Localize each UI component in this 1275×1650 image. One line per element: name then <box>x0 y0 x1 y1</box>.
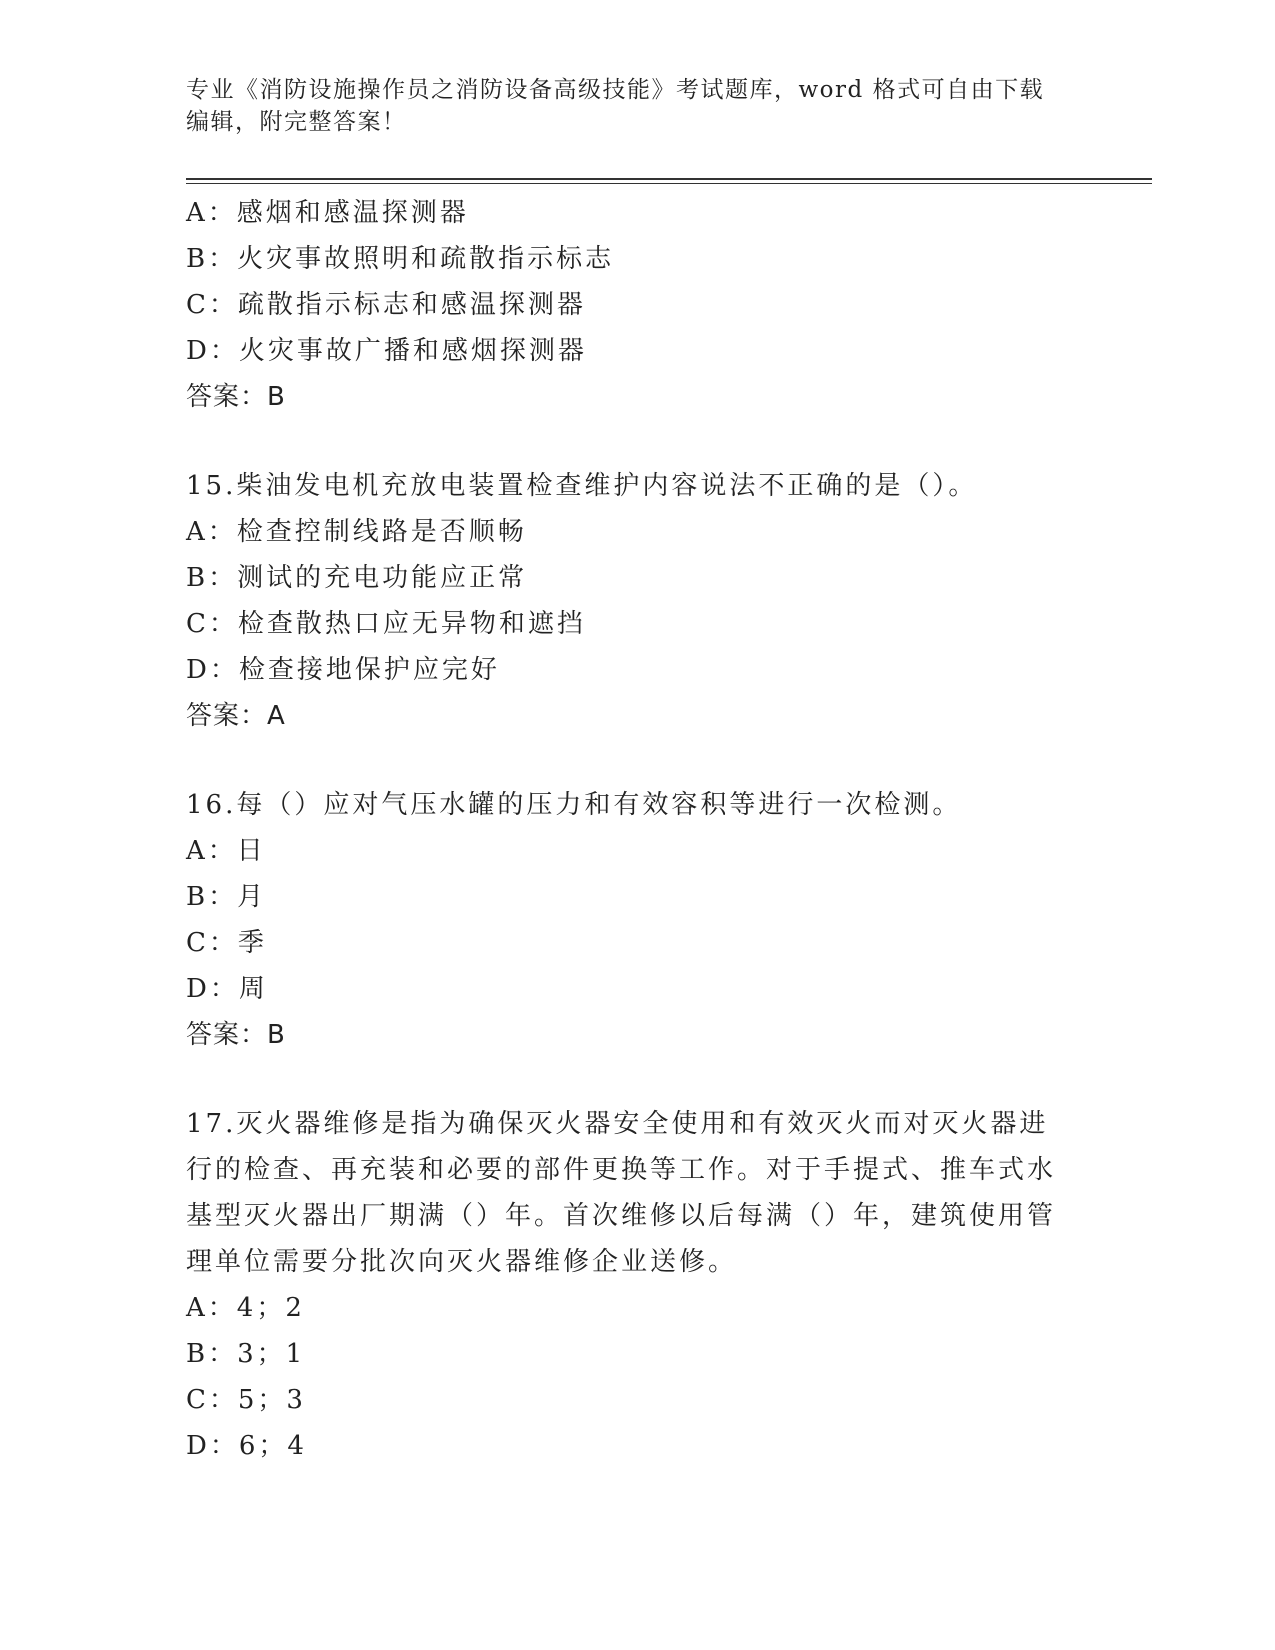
question-14 <box>186 190 1086 420</box>
option-a: A：日 <box>186 836 266 866</box>
answer: 答案：B <box>186 1020 286 1050</box>
option-b: B：测试的充电功能应正常 <box>186 563 528 593</box>
option-c: C：5；3 <box>186 1385 306 1415</box>
option-a: A：4；2 <box>186 1293 305 1323</box>
option-c: C：检查散热口应无异物和遮挡 <box>186 609 586 639</box>
question-text: 15.柴油发电机充放电装置检查维护内容说法不正确的是（）。 <box>186 471 978 501</box>
question-text: 16.每（）应对气压水罐的压力和有效容积等进行一次检测。 <box>186 790 962 820</box>
option-d: D：6；4 <box>186 1431 307 1461</box>
document-header: 专业《消防设施操作员之消防设备高级技能》考试题库，word 格式可自由下载编辑，附完整答案！ <box>186 77 1045 135</box>
answer: 答案：A <box>186 701 286 731</box>
option-b: B：3；1 <box>186 1339 306 1369</box>
option-d: D：周 <box>186 974 268 1004</box>
header-divider-thin <box>186 183 1152 184</box>
question-17 <box>186 1101 1086 1469</box>
question-text: 17.灭火器维修是指为确保灭火器安全使用和有效灭火而对灭火器进行的检查、再充装和必要的部件更换等工作。对于手提式、推车式水基型灭火器出厂期满（）年。首次维修以后每满（）年，建筑使用管理单位需要分批次向灭火器维修企业送修。 <box>186 1109 1057 1277</box>
header-divider-thick <box>186 178 1152 180</box>
option-a: A：感烟和感温探测器 <box>186 198 469 228</box>
option-c: C：疏散指示标志和感温探测器 <box>186 290 586 320</box>
option-a: A：检查控制线路是否顺畅 <box>186 517 527 547</box>
option-b: B：火灾事故照明和疏散指示标志 <box>186 244 615 274</box>
answer: 答案：B <box>186 382 286 412</box>
option-d: D：火灾事故广播和感烟探测器 <box>186 336 587 366</box>
option-d: D：检查接地保护应完好 <box>186 655 500 685</box>
option-b: B：月 <box>186 882 267 912</box>
question-16 <box>186 782 1086 1058</box>
question-15 <box>186 463 1086 739</box>
question-content <box>186 190 1086 1469</box>
option-c: C：季 <box>186 928 267 958</box>
